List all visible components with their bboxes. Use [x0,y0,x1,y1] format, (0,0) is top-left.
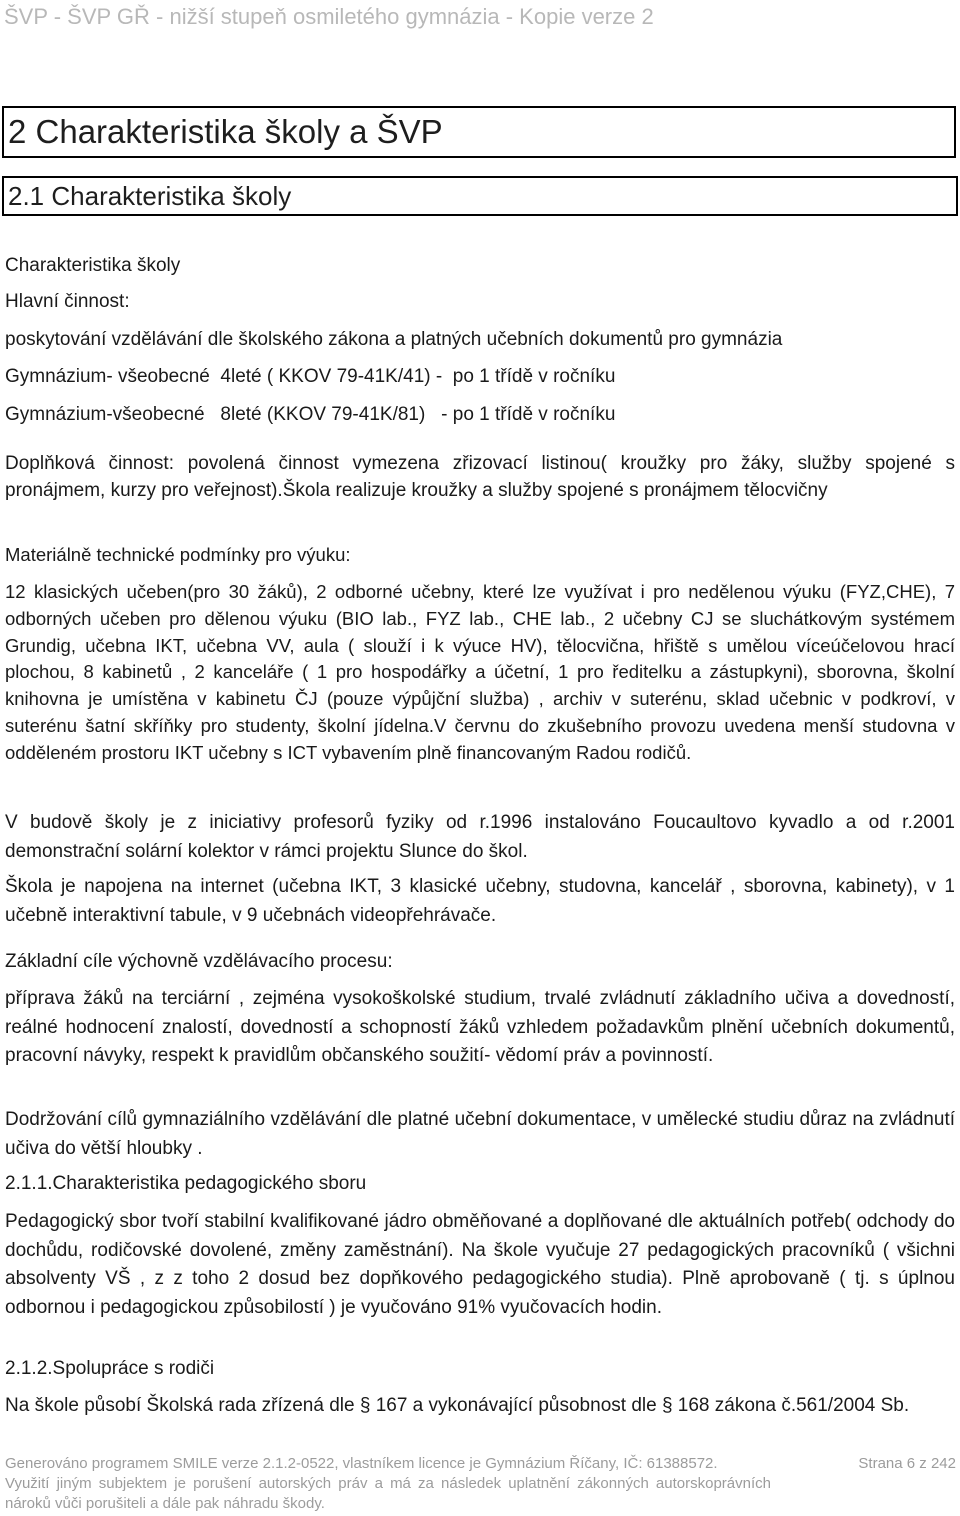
goals-label: Základní cíle výchovně vzdělávacího procesu: [5,951,393,972]
parents-paragraph: Na škole působí Školská rada zřízená dle § 167 a vykonávající působnost dle § 168 zákona č.561/2004 Sb. [5,1395,910,1416]
footer-generated-by: Generováno programem SMILE verze 2.1.2-0522, vlastníkem licence je Gymnázium Říčany, IČ: 61388572. [5,1455,718,1472]
section-label: Charakteristika školy [5,255,181,276]
subsection-heading-staff: 2.1.1.Charakteristika pedagogického sboru [5,1173,367,1194]
document-header-title: ŠVP - ŠVP GŘ - nižší stupeň osmiletého gymnázia - Kopie verze 2 [4,4,654,29]
conditions-paragraph: 12 klasických učeben(pro 30 žáků), 2 odborné učebny, které lze využívat i pro nedělenou výuku (FYZ,CHE), 7 odborných učeben pro dělenou výuku (BIO lab., FYZ lab., CHE lab., 2 učebny CJ se sluchátkovým systémem Grundig, učebna IKT, učebna VV, aula ( slouží i k výuce HV), tělocvična, hřiště s umělou víceúčelovou hrací plochou, 8 kabinetů , 2 kanceláře ( 1 pro hospodářky a účetní, 1 pro ředitelku a zástupkyni), sborovna, školní knihovna je umístěna v kabinetu ČJ (pouze výpůjční služba) , archiv v suterénu, sklad učebnic v podkroví, v suterénu šatní skříňky pro studenty, školní jídelna.V červnu do zkušebního provozu uvedena menší studovna v odděleném prostoru IKT učebny s ICT vybavením plně financovaným Radou rodičů. [5,581,955,763]
section-heading: 2.1 Charakteristika školy [2,176,958,216]
subsection-heading-parents: 2.1.2.Spolupráce s rodiči [5,1358,215,1379]
footer-page-number: Strana 6 z 242 [858,1455,956,1472]
footer-copyright-warning: Využití jiným subjektem je porušení autorských práv a má za následek uplatnění zákonných autorskoprávních nároků vůči porušiteli a dále pak náhradu škody. [5,1475,771,1512]
supplementary-activity-paragraph: Doplňková činnost: povolená činnost vymezena zřizovací listinou( kroužky pro žáky, služby spojené s pronájmem, kurzy pro veřejnost).Škola realizuje kroužky a služby spojené s pronájmem tělocvičny [5,453,955,501]
internet-paragraph: Škola je napojena na internet (učebna IKT, 3 klasické učebny, studovna, kancelář , sborovna, kabinety), v 1 učebně interaktivní tabule, v 9 učebnách videopřehrávače. [5,876,955,926]
main-activity-text: poskytování vzdělávání dle školského zákona a platných učebních dokumentů pro gymnázia [5,329,783,350]
adherence-paragraph: Dodržování cílů gymnaziálního vzdělávání dle platné učební dokumentace, v umělecké studiu důraz na zvládnutí učiva do větší hloubky . [5,1109,955,1159]
chapter-heading: 2 Charakteristika školy a ŠVP [2,106,956,158]
foucault-paragraph: V budově školy je z iniciativy profesorů fyziky od r.1996 instalováno Foucaultovo kyvadlo a od r.2001 demonstrační solární kolektor v rámci projektu Slunce do škol. [5,812,955,862]
staff-paragraph: Pedagogický sbor tvoří stabilní kvalifikované jádro obměňované a doplňované dle aktuálních potřeb( odchody do dochůdu, rodičovské dovolené, změny zaměstnání). Na škole vyučuje 27 pedagogických pracovníků ( všichni absolventy VŠ , z z toho 2 dosud bez dopňkového pedagogického studia). Plně aprobovaně ( tj. s úplnou odbornou i pedagogickou způsobilostí ) je vyučováno 91% vyučovacích hodin. [5,1211,955,1318]
program-4-year: Gymnázium- všeobecné 4leté ( KKOV 79-41K/41) - po 1 třídě v ročníku [5,366,616,387]
goals-paragraph: příprava žáků na terciární , zejména vysokoškolské studium, trvalé zvládnutí základního učiva a dovedností, reálné hodnocení znalostí, dovedností a schopností žáků vzhledem požadavkům plnění učebních dokumentů, pracovní návyky, respekt k pravidlům občanského soužití- vědomí práv a povinností. [5,988,955,1066]
conditions-label: Materiálně technické podmínky pro výuku: [5,544,351,565]
main-activity-label: Hlavní činnost: [5,291,130,312]
program-8-year: Gymnázium-všeobecné 8leté (KKOV 79-41K/81) - po 1 třídě v ročníku [5,404,616,425]
